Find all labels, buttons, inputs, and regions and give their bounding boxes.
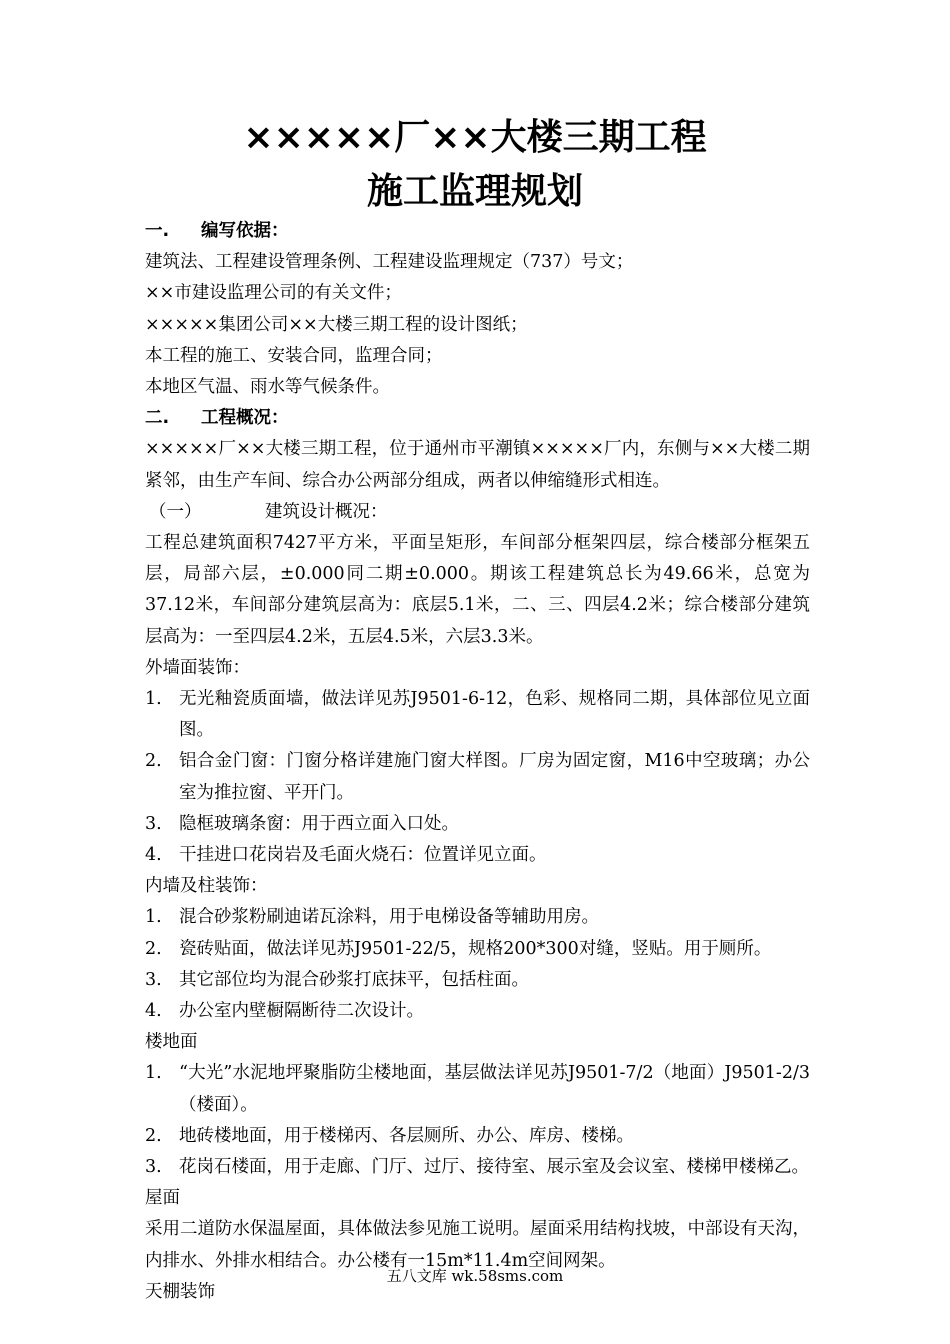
roof-heading: 屋面 [145, 1188, 180, 1209]
exterior-heading: 外墙面装饰： [145, 657, 250, 678]
section-heading-basis [145, 216, 810, 247]
subsection-title: 建筑设计概况： [265, 501, 388, 522]
section-number: 一. [145, 221, 170, 241]
subsection-number: （一） [149, 501, 202, 522]
list-text: 无光釉瓷质面墙，做法详见苏J9501-6-12，色彩、规格同二期，具体部位见立面图。 [179, 688, 810, 741]
list-item [145, 684, 810, 746]
document-subtitle: 施工监理规划 [366, 171, 583, 212]
list-item [145, 809, 810, 840]
list-item [145, 902, 810, 933]
section-number: 二. [145, 408, 170, 429]
subsection-heading [145, 497, 810, 528]
list-text: 办公室内壁橱隔断待二次设计。 [179, 1000, 424, 1021]
list-text: 花岗石楼面，用于走廊、门厅、过厅、接待室、展示室及会议室、楼梯甲楼梯乙。 [179, 1156, 809, 1177]
list-number: 3. [145, 969, 162, 990]
section-title: 工程概况： [201, 408, 289, 429]
list-text: 铝合金门窗：门窗分格详建施门窗大样图。厂房为固定窗，M16中空玻璃；办公室为推拉窗、平开门。 [179, 751, 810, 803]
list-number: 1. [145, 688, 162, 709]
list-number: 3. [145, 1156, 162, 1177]
interior-heading: 内墙及柱装饰： [145, 876, 268, 897]
design-paragraph: 工程总建筑面积7427平方米，平面呈矩形，车间部分框架四层，综合楼部分框架五层，局部六层，±0.000同二期±0.000。期该工程建筑总长为49.66米，总宽为37.12米，车间部分建筑层高为：底层5.1米，二、三、四层4.2米；综合楼部分建筑层高为：一至四层4.2米，五层4.5米，六层3.3米。 [145, 532, 810, 647]
list-item [145, 1058, 810, 1120]
list-item [145, 996, 810, 1027]
floor-heading: 楼地面 [145, 1032, 198, 1053]
basis-line: 本地区气温、雨水等气候条件。 [145, 376, 390, 397]
list-number: 2. [145, 1125, 162, 1146]
list-text: 隐框玻璃条窗：用于西立面入口处。 [179, 813, 459, 834]
overview-paragraph: ×××××厂××大楼三期工程，位于通州市平潮镇×××××厂内，东侧与××大楼二期紧邻，由生产车间、综合办公两部分组成，两者以伸缩缝形式相连。 [145, 439, 810, 491]
list-item [145, 840, 810, 871]
list-text: 瓷砖贴面，做法详见苏J9501-22/5，规格200*300对缝，竖贴。用于厕所。 [179, 938, 772, 959]
list-number: 4. [145, 844, 162, 865]
list-number: 3. [145, 813, 162, 834]
roof-paragraph: 采用二道防水保温屋面，具体做法参见施工说明。屋面采用结构找坡，中部设有天沟，内排水、外排水相结合。办公楼有一15m*11.4m空间网架。 [145, 1219, 810, 1271]
list-number: 1. [145, 1063, 162, 1084]
section-title: 编写依据： [201, 221, 289, 241]
list-text: 混合砂浆粉刷迪诺瓦涂料，用于电梯设备等辅助用房。 [179, 907, 599, 928]
basis-line: 本工程的施工、安装合同，监理合同； [145, 345, 443, 366]
list-number: 2. [145, 938, 162, 959]
basis-line: 建筑法、工程建设管理条例、工程建设监理规定（737）号文； [145, 252, 634, 273]
list-text: “大光”水泥地坪聚脂防尘楼地面，基层做法详见苏J9501-7/2（地面）J9501-2/3（楼面）。 [179, 1063, 810, 1115]
list-text: 地砖楼地面，用于楼梯丙、各层厕所、办公、库房、楼梯。 [179, 1125, 634, 1146]
list-number: 2. [145, 751, 162, 772]
list-item [145, 746, 810, 808]
document-title: ×××××厂××大楼三期工程 [243, 117, 707, 158]
list-text: 干挂进口花岗岩及毛面火烧石：位置详见立面。 [179, 844, 547, 865]
list-text: 其它部位均为混合砂浆打底抹平，包括柱面。 [179, 969, 529, 990]
list-item [145, 934, 810, 965]
document-body [145, 216, 810, 1308]
list-item [145, 1121, 810, 1152]
list-item [145, 1152, 810, 1183]
basis-line: ×××××集团公司××大楼三期工程的设计图纸； [145, 314, 528, 335]
basis-line: ××市建设监理公司的有关文件； [145, 283, 402, 304]
list-number: 1. [145, 907, 162, 928]
section-heading-overview [145, 403, 810, 434]
list-number: 4. [145, 1000, 162, 1021]
ceiling-heading: 天棚装饰 [145, 1281, 215, 1302]
footer-watermark: 五八文库 wk.58sms.com [386, 1267, 564, 1285]
list-item [145, 965, 810, 996]
